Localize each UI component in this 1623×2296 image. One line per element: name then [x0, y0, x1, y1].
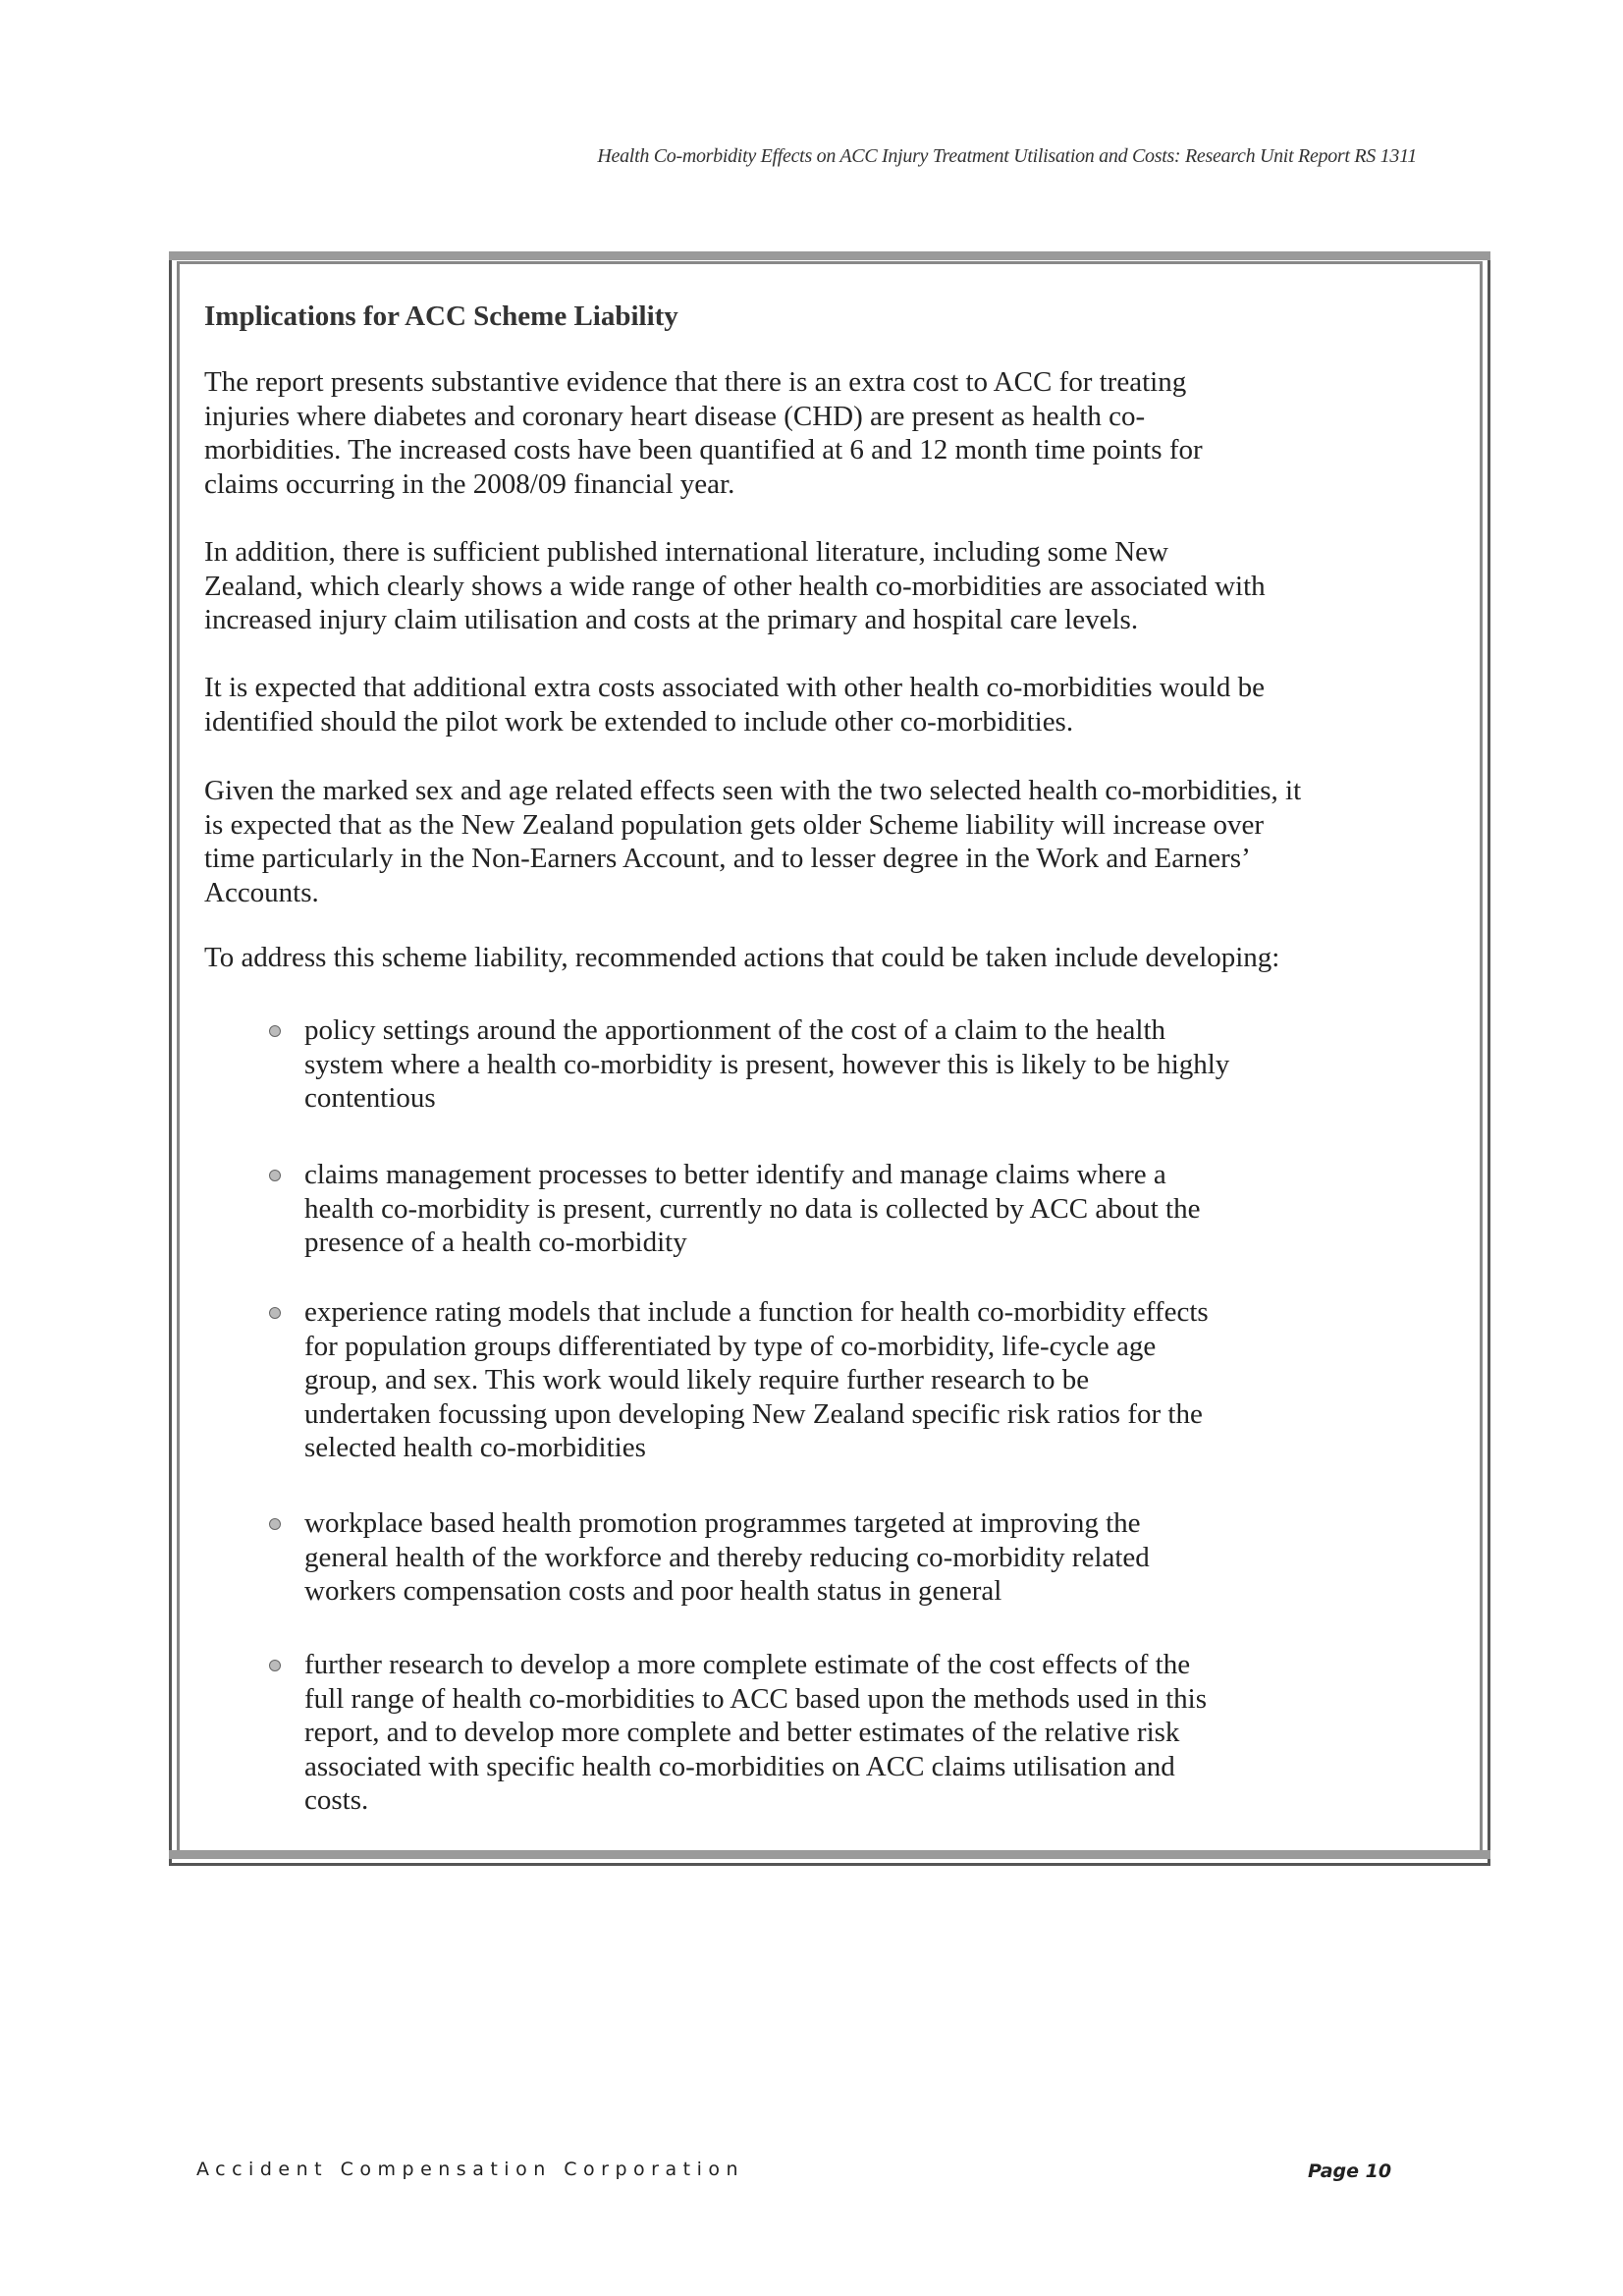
bullet-item	[304, 1295, 1209, 1465]
footer-organisation: Accident Compensation Corporation	[196, 2159, 745, 2180]
bullet-item	[304, 1648, 1207, 1818]
text-line: morbidities. The increased costs have been quantified at 6 and 12 month time points for	[204, 434, 1203, 465]
text-line: Zealand, which clearly shows a wide range of other health co-morbidities are associated with	[204, 570, 1266, 602]
text-line: for population groups differentiated by type of co-morbidity, life-cycle age	[304, 1330, 1157, 1362]
paragraph	[204, 671, 1265, 738]
text-line: is expected that as the New Zealand population gets older Scheme liability will increase over	[204, 808, 1265, 841]
text-line: time particularly in the Non-Earners Account, and to lesser degree in the Work and Earners’	[204, 843, 1251, 874]
bullet-item	[304, 1013, 1229, 1116]
bullet-item	[304, 1506, 1150, 1609]
text-line: It is expected that additional extra costs associated with other health co-morbidities would be	[204, 672, 1265, 703]
text-line: costs.	[304, 1784, 369, 1816]
bullet-icon	[269, 1307, 281, 1319]
text-line: The report presents substantive evidence that there is an extra cost to ACC for treating	[204, 366, 1187, 398]
box-heading: Implications for ACC Scheme Liability	[204, 301, 678, 332]
text-line: presence of a health co-morbidity	[304, 1227, 687, 1258]
text-line: To address this scheme liability, recommended actions that could be taken include developing:	[204, 942, 1280, 973]
text-line: injuries where diabetes and coronary heart disease (CHD) are present as health co-	[204, 400, 1146, 432]
text-line: workers compensation costs and poor health status in general	[304, 1575, 1002, 1607]
text-line: full range of health co-morbidities to ACC based upon the methods used in this	[304, 1682, 1207, 1715]
box-top-rule	[169, 251, 1490, 260]
text-line: claims occurring in the 2008/09 financial year.	[204, 467, 735, 500]
text-line: policy settings around the apportionment of the cost of a claim to the health	[304, 1014, 1166, 1046]
text-line: further research to develop a more complete estimate of the cost effects of the	[304, 1649, 1191, 1680]
bullet-icon	[269, 1660, 281, 1671]
text-line: health co-morbidity is present, currently no data is collected by ACC about the	[304, 1192, 1201, 1225]
text-line: associated with specific health co-morbidities on ACC claims utilisation and	[304, 1750, 1175, 1782]
text-line: group, and sex. This work would likely require further research to be	[304, 1364, 1090, 1395]
bullet-icon	[269, 1518, 281, 1530]
paragraph	[204, 535, 1266, 637]
text-line: identified should the pilot work be extended to include other co-morbidities.	[204, 705, 1074, 738]
box-bottom-rule	[169, 1850, 1490, 1859]
text-line: Given the marked sex and age related effects seen with the two selected health co-morbidities, it	[204, 775, 1302, 806]
text-line: contentious	[304, 1082, 436, 1114]
page-number: Page 10	[1308, 2160, 1392, 2182]
bullet-icon	[269, 1025, 281, 1037]
bullet-item	[304, 1158, 1200, 1260]
text-line: Accounts.	[204, 876, 319, 908]
text-line: general health of the workforce and thereby reducing co-morbidity related	[304, 1541, 1150, 1573]
paragraph	[204, 941, 1279, 975]
text-line: undertaken focussing upon developing New Zealand specific risk ratios for the	[304, 1397, 1203, 1430]
text-line: increased injury claim utilisation and costs at the primary and hospital care levels.	[204, 604, 1139, 635]
bullet-icon	[269, 1170, 281, 1181]
text-line: In addition, there is sufficient published international literature, including some New	[204, 536, 1168, 568]
text-line: system where a health co-morbidity is present, however this is likely to be highly	[304, 1048, 1230, 1080]
paragraph	[204, 774, 1301, 909]
text-line: experience rating models that include a function for health co-morbidity effects	[304, 1296, 1209, 1328]
text-line: claims management processes to better identify and manage claims where a	[304, 1159, 1166, 1190]
running-header: Health Co-morbidity Effects on ACC Injury Treatment Utilisation and Costs: Research Unit Report RS 1311	[597, 145, 1417, 167]
text-line: report, and to develop more complete and better estimates of the relative risk	[304, 1717, 1180, 1748]
text-line: selected health co-morbidities	[304, 1432, 646, 1463]
paragraph	[204, 365, 1203, 501]
text-line: workplace based health promotion programmes targeted at improving the	[304, 1507, 1141, 1539]
